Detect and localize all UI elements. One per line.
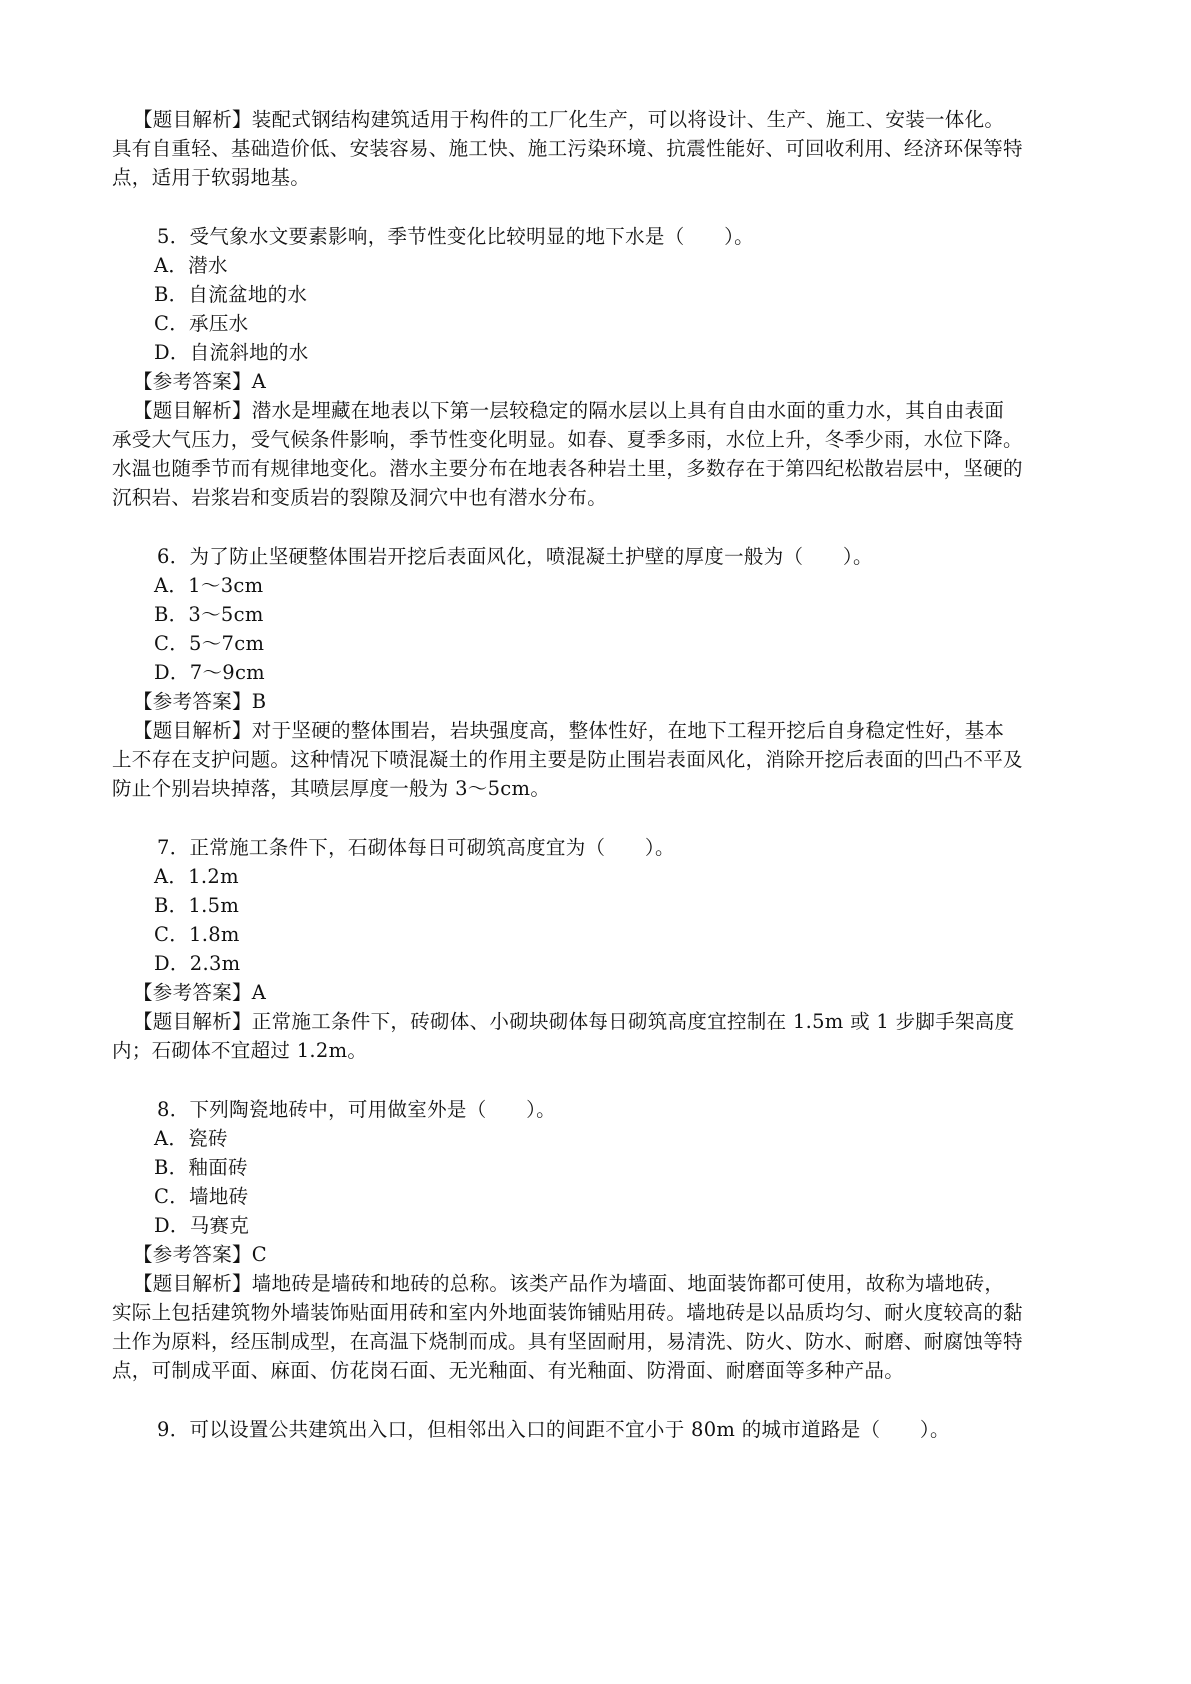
option-b: B．3～5cm xyxy=(154,603,264,626)
analysis-line: 【题目解析】墙地砖是墙砖和地砖的总称。该类产品作为墙面、地面装饰都可使用，故称为墙地砖， xyxy=(133,1272,1005,1295)
analysis-line: 内；石砌体不宜超过 1.2m。 xyxy=(112,1039,368,1062)
analysis-line: 【题目解析】潜水是埋藏在地表以下第一层较稳定的隔水层以上具有自由水面的重力水，其自由表面 xyxy=(133,399,1005,422)
option-d: D．马赛克 xyxy=(154,1214,250,1237)
question-stem: 5．受气象水文要素影响，季节性变化比较明显的地下水是（ ）。 xyxy=(157,225,754,248)
option-c: C．5～7cm xyxy=(154,632,265,655)
option-c: C．1.8m xyxy=(154,923,240,946)
analysis-line: 【题目解析】对于坚硬的整体围岩，岩块强度高，整体性好，在地下工程开挖后自身稳定性好，基本 xyxy=(133,719,1005,742)
analysis-line: 土作为原料，经压制成型，在高温下烧制而成。具有坚固耐用，易清洗、防火、防水、耐磨、耐腐蚀等特 xyxy=(112,1330,1023,1353)
analysis-line: 点，可制成平面、麻面、仿花岗石面、无光釉面、有光釉面、防滑面、耐磨面等多种产品。 xyxy=(112,1359,905,1382)
option-a: A．1～3cm xyxy=(154,574,264,597)
analysis-line: 上不存在支护问题。这种情况下喷混凝土的作用主要是防止围岩表面风化，消除开挖后表面的凹凸不平及 xyxy=(112,748,1023,771)
option-a: A．潜水 xyxy=(154,254,228,277)
reference-answer: 【参考答案】A xyxy=(133,981,267,1004)
analysis-line: 【题目解析】装配式钢结构建筑适用于构件的工厂化生产，可以将设计、生产、施工、安装一体化。 xyxy=(133,108,1005,131)
reference-answer: 【参考答案】C xyxy=(133,1243,268,1266)
analysis-line: 【题目解析】正常施工条件下，砖砌体、小砌块砌体每日砌筑高度宜控制在 1.5m 或 1 步脚手架高度 xyxy=(133,1010,1015,1033)
option-d: D．自流斜地的水 xyxy=(154,341,309,364)
option-a: A．1.2m xyxy=(154,865,239,888)
analysis-line: 点，适用于软弱地基。 xyxy=(112,166,311,189)
reference-answer: 【参考答案】B xyxy=(133,690,267,713)
option-c: C．墙地砖 xyxy=(154,1185,249,1208)
analysis-line: 沉积岩、岩浆岩和变质岩的裂隙及洞穴中也有潜水分布。 xyxy=(112,486,608,509)
option-d: D．7～9cm xyxy=(154,661,265,684)
option-c: C．承压水 xyxy=(154,312,249,335)
option-b: B．釉面砖 xyxy=(154,1156,248,1179)
option-b: B．自流盆地的水 xyxy=(154,283,308,306)
option-d: D．2.3m xyxy=(154,952,241,975)
question-stem: 8．下列陶瓷地砖中，可用做室外是（ ）。 xyxy=(157,1098,556,1121)
option-b: B．1.5m xyxy=(154,894,240,917)
analysis-line: 具有自重轻、基础造价低、安装容易、施工快、施工污染环境、抗震性能好、可回收利用、经济环保等特 xyxy=(112,137,1023,160)
analysis-line: 承受大气压力，受气候条件影响，季节性变化明显。如春、夏季多雨，水位上升，冬季少雨，水位下降。 xyxy=(112,428,1023,451)
analysis-line: 防止个别岩块掉落，其喷层厚度一般为 3～5cm。 xyxy=(112,777,551,800)
option-a: A．瓷砖 xyxy=(154,1127,228,1150)
analysis-line: 水温也随季节而有规律地变化。潜水主要分布在地表各种岩土里，多数存在于第四纪松散岩层中，坚硬的 xyxy=(112,457,1023,480)
question-stem: 7．正常施工条件下，石砌体每日可砌筑高度宜为（ ）。 xyxy=(157,836,675,859)
analysis-line: 实际上包括建筑物外墙装饰贴面用砖和室内外地面装饰铺贴用砖。墙地砖是以品质均匀、耐火度较高的黏 xyxy=(112,1301,1023,1324)
reference-answer: 【参考答案】A xyxy=(133,370,267,393)
question-stem: 9．可以设置公共建筑出入口，但相邻出入口的间距不宜小于 80m 的城市道路是（ ）。 xyxy=(157,1418,950,1441)
question-stem: 6．为了防止坚硬整体围岩开挖后表面风化，喷混凝土护壁的厚度一般为（ ）。 xyxy=(157,545,873,568)
